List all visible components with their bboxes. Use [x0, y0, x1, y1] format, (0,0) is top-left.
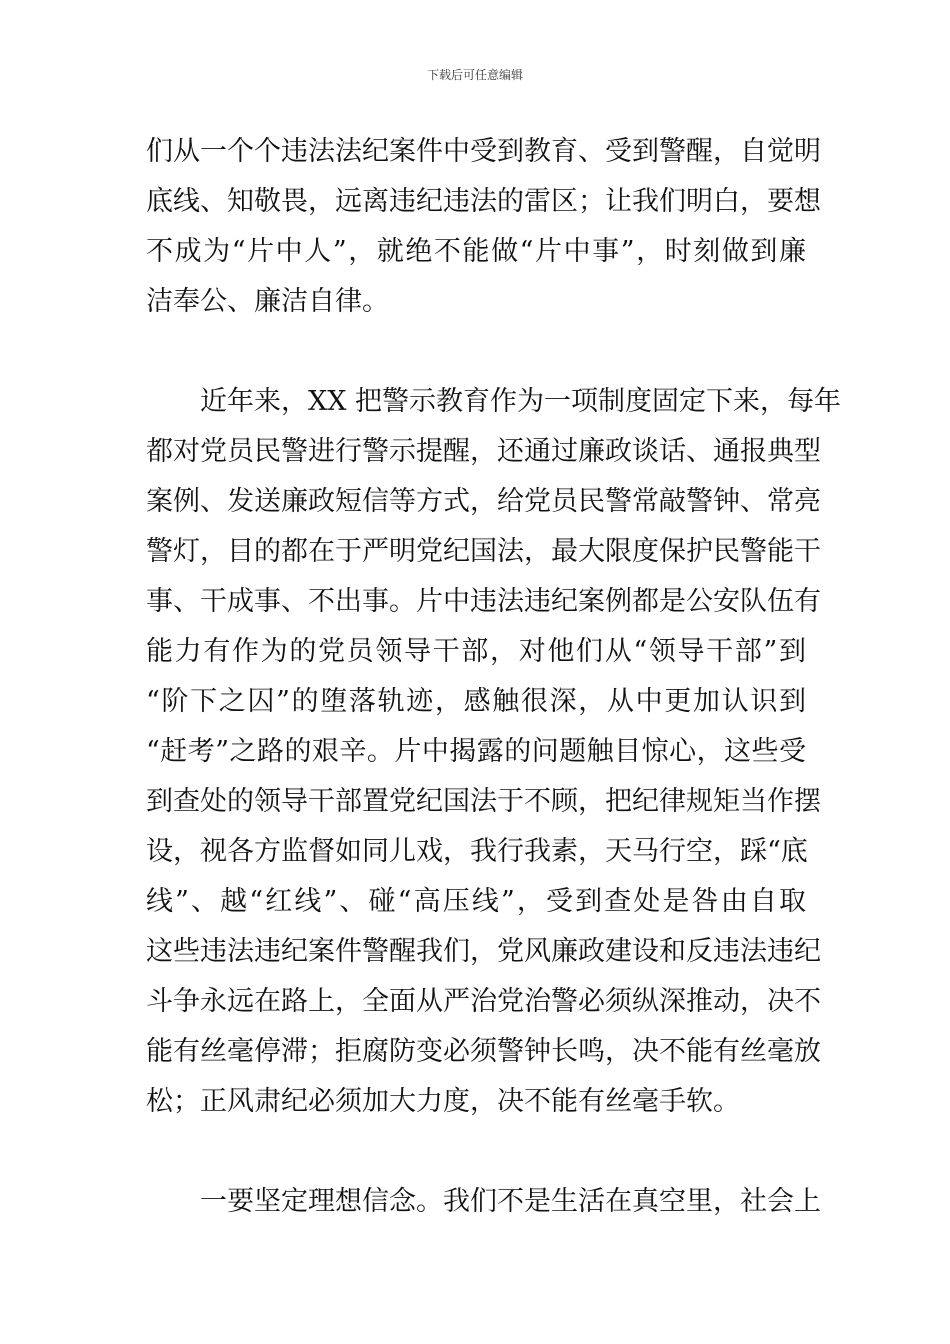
paragraph-gap	[146, 327, 806, 377]
text-line: “阶下之囚”的堕落轨迹，感触很深，从中更加认识到	[146, 686, 806, 717]
text-line: 都对党员民警进行警示提醒，还通过廉政谈话、通报典型	[146, 436, 821, 467]
text-line: 警灯，目的都在于严明党纪国法，最大限度保护民警能干	[146, 536, 821, 567]
text-line: 洁奉公、廉洁自律。	[146, 286, 389, 317]
text-line: 能力有作为的党员领导干部，对他们从“领导干部”到	[146, 636, 806, 667]
text-line: 底线、知敬畏，远离违纪违法的雷区；让我们明白，要想	[146, 186, 821, 217]
text-line: 线”、越“红线”、碰“高压线”，受到查处是咎由自取	[146, 886, 806, 917]
text-line: 斗争永远在路上，全面从严治党治警必须纵深推动，决不	[146, 986, 821, 1017]
text-line: “赶考”之路的艰辛。片中揭露的问题触目惊心，这些受	[146, 736, 806, 767]
text-line: 案例、发送廉政短信等方式，给党员民警常敲警钟、常亮	[146, 486, 821, 517]
page-header: 下载后可任意编辑	[426, 68, 523, 82]
paragraph-gap	[146, 1127, 806, 1177]
text-line: 近年来，XX 把警示教育作为一项制度固定下来，每年	[146, 386, 842, 417]
text-line: 能有丝毫停滞；拒腐防变必须警钟长鸣，决不能有丝毫放	[146, 1036, 821, 1067]
text-line: 一要坚定理想信念。我们不是生活在真空里，社会上	[146, 1186, 821, 1217]
text-line: 事、干成事、不出事。片中违法违纪案例都是公安队伍有	[146, 586, 821, 617]
text-line: 这些违法违纪案件警醒我们，党风廉政建设和反违法违纪	[146, 936, 821, 967]
text-line: 松；正风肃纪必须加大力度，决不能有丝毫手软。	[146, 1086, 740, 1117]
text-line: 不成为“片中人”，就绝不能做“片中事”，时刻做到廉	[146, 236, 806, 267]
text-line: 到查处的领导干部置党纪国法于不顾，把纪律规矩当作摆	[146, 786, 821, 817]
text-line: 们从一个个违法法纪案件中受到教育、受到警醒，自觉明	[146, 136, 821, 167]
text-line: 设，视各方监督如同儿戏，我行我素，天马行空，踩“底	[146, 836, 808, 867]
document-body	[146, 127, 842, 1227]
